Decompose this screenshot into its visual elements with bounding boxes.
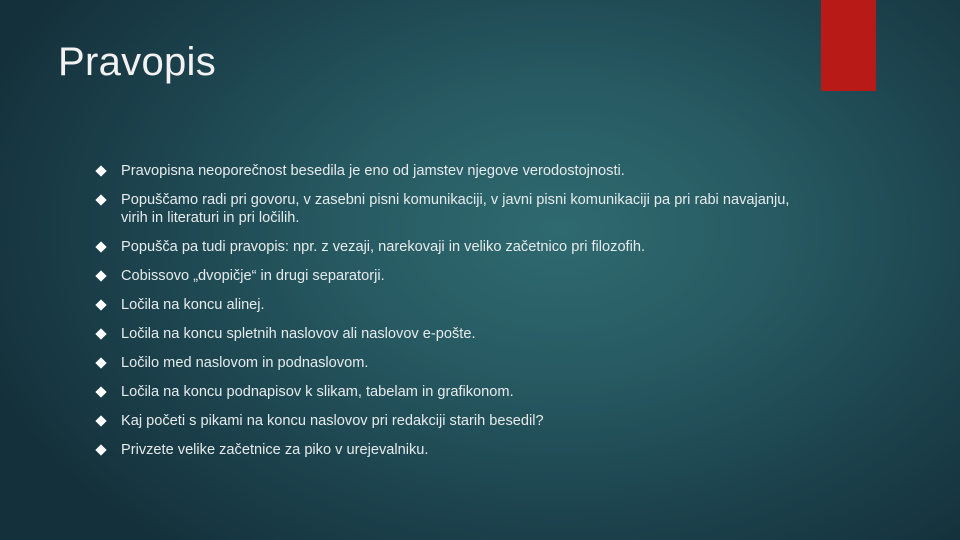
slide-title: Pravopis (58, 40, 217, 84)
bullet-item (96, 412, 796, 430)
bullet-item (96, 267, 796, 285)
bullet-text: Ločila na koncu podnapisov k slikam, tabelam in grafikonom. (121, 384, 514, 400)
bullet-list (96, 162, 796, 470)
bullet-text: Popuščamo radi pri govoru, v zasebni pisni komunikaciji, v javni pisni komunikaciji pa pri rabi navajanju, virih in literaturi in pri ločilih. (121, 192, 790, 226)
diamond-bullet-icon (95, 165, 106, 176)
bullet-item (96, 296, 796, 314)
diamond-bullet-icon (95, 299, 106, 310)
bullet-item (96, 191, 796, 227)
bullet-text: Kaj početi s pikami na koncu naslovov pri redakciji starih besedil? (121, 413, 544, 429)
diamond-bullet-icon (95, 357, 106, 368)
diamond-bullet-icon (95, 270, 106, 281)
bullet-item (96, 162, 796, 180)
bullet-text: Pravopisna neoporečnost besedila je eno od jamstev njegove verodostojnosti. (121, 163, 625, 179)
diamond-bullet-icon (95, 241, 106, 252)
diamond-bullet-icon (95, 328, 106, 339)
bullet-text: Ločila na koncu alinej. (121, 297, 265, 313)
bullet-text: Cobissovo „dvopičje“ in drugi separatorji. (121, 268, 385, 284)
accent-bar (821, 0, 876, 91)
diamond-bullet-icon (95, 444, 106, 455)
bullet-item (96, 354, 796, 372)
bullet-item (96, 441, 796, 459)
bullet-text: Ločilo med naslovom in podnaslovom. (121, 355, 369, 371)
bullet-item (96, 383, 796, 401)
diamond-bullet-icon (95, 415, 106, 426)
diamond-bullet-icon (95, 386, 106, 397)
bullet-text: Popušča pa tudi pravopis: npr. z vezaji, narekovaji in veliko začetnico pri filozofih. (121, 239, 646, 255)
bullet-item (96, 238, 796, 256)
bullet-text: Privzete velike začetnice za piko v urejevalniku. (121, 442, 429, 458)
bullet-item (96, 325, 796, 343)
diamond-bullet-icon (95, 194, 106, 205)
bullet-text: Ločila na koncu spletnih naslovov ali naslovov e-pošte. (121, 326, 476, 342)
